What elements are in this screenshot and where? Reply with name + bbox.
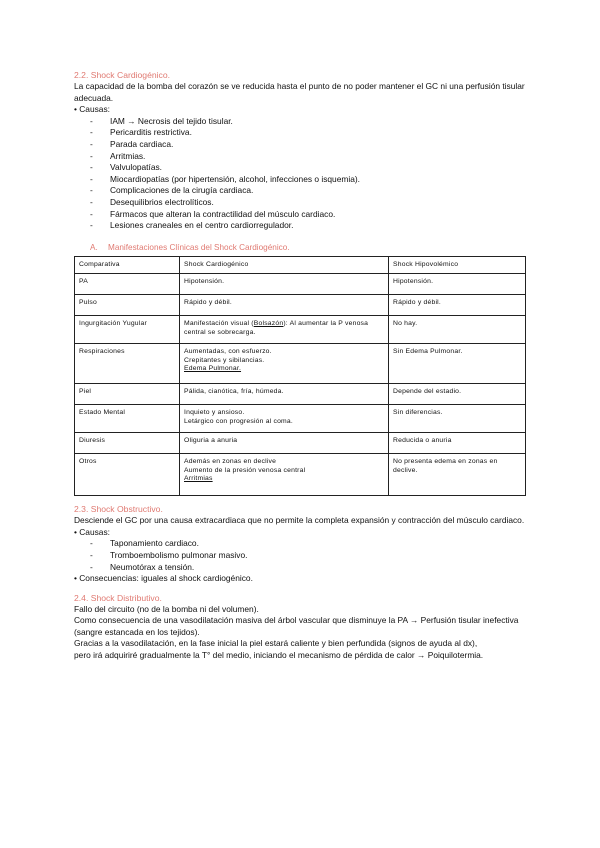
comparison-table [74, 256, 526, 496]
list-item: - Complicaciones de la cirugía cardiaca. [90, 185, 254, 196]
list-item: - Miocardiopatías (por hipertensión, alcohol, infecciones o isquemia). [90, 173, 360, 184]
distributive-line: pero irá adquiriré gradualmente la T° del medio, iniciando el mecanismo de pérdida de calor → Poiquilotermia. [74, 650, 484, 661]
table-cell: Otros [75, 454, 180, 496]
distributive-line: Como consecuencia de una vasodilatación masiva del árbol vascular que disminuye la PA → Perfusión tisular inefectiva (sangre estancada en los tejidos). [74, 615, 519, 637]
obstructive-causes-list [74, 538, 534, 573]
list-item: - Parada cardiaca. [90, 138, 174, 149]
section-heading-cardiogenic: 2.2. Shock Cardiogénico. [74, 70, 171, 80]
table-cell: Piel [75, 384, 180, 405]
table-cell: No hay. [389, 316, 526, 344]
table-cell: Depende del estadio. [389, 384, 526, 405]
obstructive-causes-label: • Causas: [74, 526, 110, 537]
table-cell: Aumentadas, con esfuerzo. Crepitantes y sibilancias. Edema Pulmonar. [180, 344, 389, 384]
table-cell: Reducida o anuria [389, 433, 526, 454]
table-cell: Inquieto y ansioso. Letárgico con progresión al coma. [180, 405, 389, 433]
list-item: - Taponamiento cardiaco. [90, 538, 199, 549]
list-item: - Pericarditis restrictiva. [90, 127, 192, 138]
list-item: - Arritmias. [90, 150, 146, 161]
table-cell: Sin diferencias. [389, 405, 526, 433]
obstructive-intro: Desciende el GC por una causa extracardiaca que no permite la completa expansión y contracción del músculo cardiaco. [74, 515, 525, 526]
table-cell: Pálida, cianótica, fría, húmeda. [180, 384, 389, 405]
table-cell: No presenta edema en zonas en declive. [389, 454, 526, 496]
document-page [74, 70, 534, 662]
table-row [75, 454, 526, 496]
table-row [75, 274, 526, 295]
list-item: - IAM → Necrosis del tejido tisular. [90, 115, 233, 126]
table-cell: Diuresis [75, 433, 180, 454]
table-cell: Hipotensión. [389, 274, 526, 295]
table-row [75, 384, 526, 405]
table-row [75, 405, 526, 433]
obstructive-consequences: • Consecuencias: iguales al shock cardiogénico. [74, 573, 253, 584]
table-row [75, 433, 526, 454]
table-cell: Estado Mental [75, 405, 180, 433]
table-cell: PA [75, 274, 180, 295]
table-cell: Ingurgitación Yugular [75, 316, 180, 344]
cardiogenic-causes-label: • Causas: [74, 104, 110, 115]
distributive-line: Fallo del circuito (no de la bomba ni del volumen). [74, 603, 259, 614]
list-item: - Tromboembolismo pulmonar masivo. [90, 549, 248, 560]
table-cell: Pulso [75, 295, 180, 316]
table-header-row [75, 256, 526, 273]
table-row [75, 316, 526, 344]
table-header-cell: Shock Hipovolémico [389, 256, 526, 273]
table-cell: Rápido y débil. [180, 295, 389, 316]
section-heading-distributive: 2.4. Shock Distributivo. [74, 592, 162, 603]
table-cell: Rápido y débil. [389, 295, 526, 316]
table-cell: Hipotensión. [180, 274, 389, 295]
table-cell: Manifestación visual (Bolsazón): Al aumentar la P venosa central se sobrecarga. [180, 316, 389, 344]
list-item: - Desequilibrios electrolíticos. [90, 196, 214, 207]
table-cell: Oliguria a anuria [180, 433, 389, 454]
manifestations-subheading: A. Manifestaciones Clínicas del Shock Cardiogénico. [90, 242, 290, 252]
table-cell: Sin Edema Pulmonar. [389, 344, 526, 384]
table-cell: Respiraciones [75, 344, 180, 384]
list-item: - Valvulopatías. [90, 162, 162, 173]
table-header-cell: Shock Cardiogénico [180, 256, 389, 273]
list-item: - Lesiones craneales en el centro cardiorregulador. [90, 220, 294, 231]
cardiogenic-intro: La capacidad de la bomba del corazón se ve reducida hasta el punto de no poder mantener el GC ni una perfusión tisular adecuada. [74, 81, 525, 103]
distributive-line: Gracias a la vasodilatación, en la fase inicial la piel estará caliente y bien perfundida (signos de ayuda al dx), [74, 638, 478, 649]
table-cell: Además en zonas en declive Aumento de la presión venosa central Arritmias [180, 454, 389, 496]
section-heading-obstructive: 2.3. Shock Obstructivo. [74, 504, 163, 515]
cardiogenic-causes-list [74, 116, 534, 232]
list-item: - Neumotórax a tensión. [90, 561, 195, 572]
table-header-cell: Comparativa [75, 256, 180, 273]
list-item: - Fármacos que alteran la contractilidad del músculo cardiaco. [90, 208, 336, 219]
table-row [75, 344, 526, 384]
table-row [75, 295, 526, 316]
